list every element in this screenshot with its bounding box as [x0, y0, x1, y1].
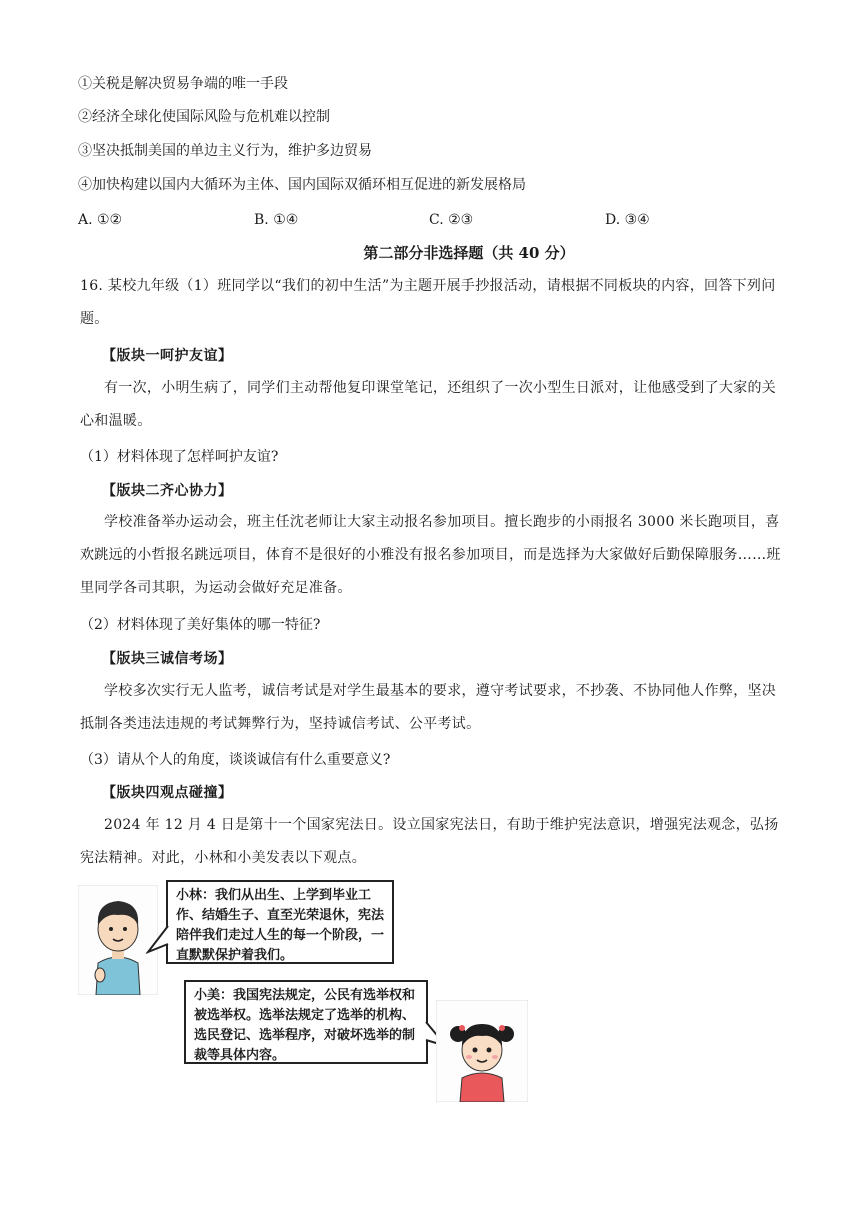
girl-avatar — [436, 1000, 528, 1102]
choice-c: C. ②③ — [429, 212, 474, 228]
block-1-text: 有一次，小明生病了，同学们主动帮他复印课堂笔记，还组织了一次小型生日派对，让他感受到了大家的关心和温暖。 — [80, 380, 777, 429]
bubble-tail-lin — [146, 926, 170, 958]
question-1: （1）材料体现了怎样呵护友谊? — [80, 449, 279, 465]
option-4: ④加快构建以国内大循环为主体、国内国际双循环相互促进的新发展格局 — [78, 177, 526, 193]
block-3-title: 【版块三诚信考场】 — [102, 651, 233, 667]
option-3: ③坚决抵制美国的单边主义行为，维护多边贸易 — [78, 143, 372, 159]
option-1: ①关税是解决贸易争端的唯一手段 — [78, 76, 288, 92]
block-1-title: 【版块一呵护友谊】 — [102, 348, 233, 364]
choice-b: B. ①④ — [254, 212, 299, 228]
block-4-title: 【版块四观点碰撞】 — [102, 785, 233, 801]
block-4-text: 2024 年 12 月 4 日是第十一个国家宪法日。设立国家宪法日，有助于维护宪法意识，增强宪法观念，弘扬宪法精神。对此，小林和小美发表以下观点。 — [80, 817, 779, 866]
choice-d: D. ③④ — [605, 212, 650, 228]
section-title: 第二部分非选择题（共 40 分） — [363, 244, 575, 262]
block-2-title: 【版块二齐心协力】 — [102, 483, 233, 499]
choice-a: A. ①② — [78, 212, 123, 228]
option-2: ②经济全球化使国际风险与危机难以控制 — [78, 109, 330, 125]
speech-bubble-mei: 小美：我国宪法规定，公民有选举权和被选举权。选举法规定了选举的机构、选民登记、选举程序，对破坏选举的制裁等具体内容。 — [184, 980, 428, 1064]
block-3-text: 学校多次实行无人监考，诚信考试是对学生最基本的要求，遵守考试要求，不抄袭、不协同他人作弊，坚决抵制各类违法违规的考试舞弊行为，坚持诚信考试、公平考试。 — [80, 683, 777, 732]
question-2: （2）材料体现了美好集体的哪一特征? — [80, 617, 321, 633]
speech-bubble-lin: 小林：我们从出生、上学到毕业工作、结婚生子、直至光荣退休，宪法陪伴我们走过人生的每一个阶段，一直默默保护着我们。 — [166, 880, 394, 964]
question-3: （3）请从个人的角度，谈谈诚信有什么重要意义? — [80, 752, 391, 768]
block-2-text: 学校准备举办运动会，班主任沈老师让大家主动报名参加项目。擅长跑步的小雨报名 3000 米长跑项目，喜欢跳远的小哲报名跳远项目，体育不是很好的小雅没有报名参加项目，而是选择为大家做好后勤保障服务……班里同学各司其职，为运动会做好充足准备。 — [80, 514, 781, 596]
question-16-stem: 16. 某校九年级（1）班同学以“我们的初中生活”为主题开展手抄报活动，请根据不同板块的内容，回答下列问题。 — [80, 278, 776, 327]
